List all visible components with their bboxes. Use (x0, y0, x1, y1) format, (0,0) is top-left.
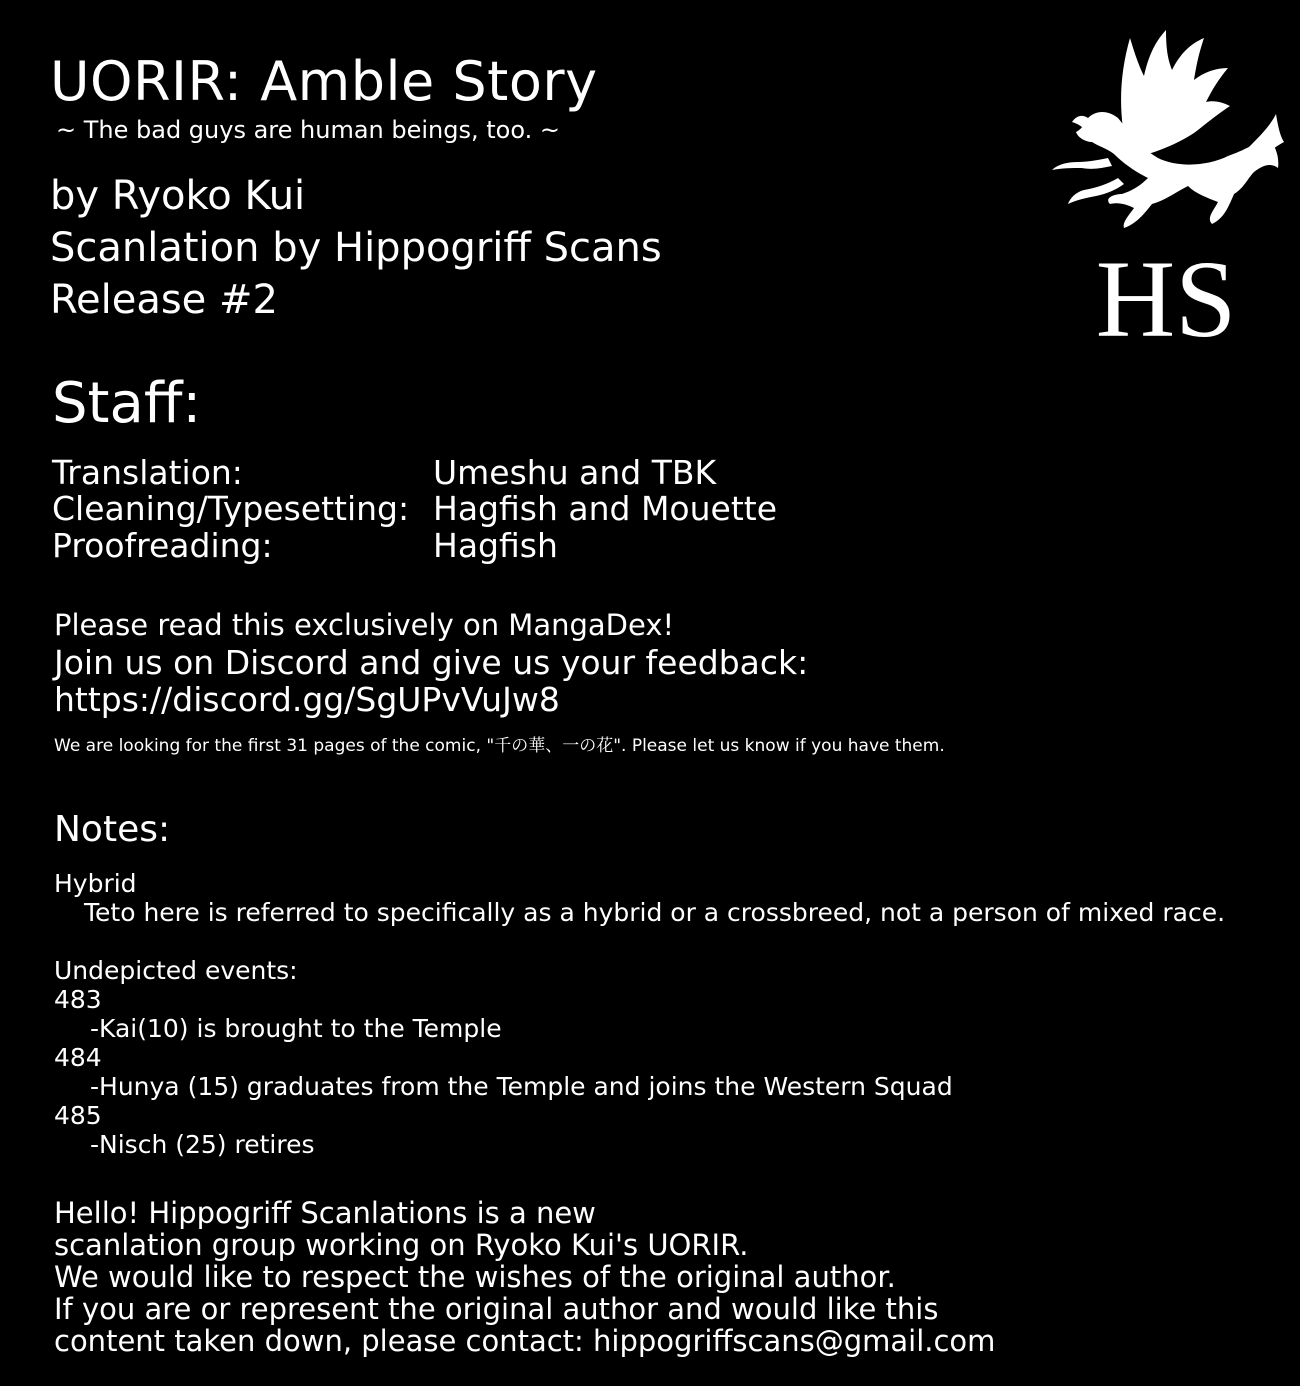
logo-text: HS (1095, 238, 1237, 348)
staff-role: Cleaning/Typesetting: (52, 489, 410, 528)
contact-line: content taken down, please contact: hippogriffscans@gmail.com (54, 1324, 996, 1358)
event-text: -Hunya (15) graduates from the Temple and joins the Western Squad (90, 1072, 953, 1101)
hs-logo (1048, 18, 1284, 348)
staff-name: Hagfish (433, 526, 558, 565)
scanlation-line: Scanlation by Hippogriff Scans (50, 225, 662, 271)
hello-line: We would like to respect the wishes of the original author. (54, 1260, 896, 1294)
note-hybrid-title: Hybrid (54, 869, 137, 898)
hello-line: If you are or represent the original author and would like this (54, 1292, 939, 1326)
event-text: -Kai(10) is brought to the Temple (90, 1014, 502, 1043)
note-hybrid-text: Teto here is referred to specifically as a hybrid or a crossbreed, not a person of mixed race. (84, 898, 1226, 927)
read-notice: Please read this exclusively on MangaDex! (54, 608, 675, 642)
release-line: Release #2 (50, 277, 278, 323)
undepicted-events-title: Undepicted events: (54, 956, 298, 985)
staff-role: Translation: (52, 453, 243, 492)
event-year: 483 (54, 985, 102, 1014)
staff-name: Hagfish and Mouette (433, 489, 778, 528)
hippogriff-icon (1048, 18, 1284, 348)
looking-for-pages-notice: We are looking for the first 31 pages of the comic, "千の華、一の花". Please let us know if you have them. (54, 736, 945, 756)
page-title: UORIR: Amble Story (50, 50, 598, 113)
event-year: 485 (54, 1101, 102, 1130)
page-subtitle: ~ The bad guys are human beings, too. ~ (56, 116, 560, 144)
notes-heading: Notes: (54, 809, 171, 850)
author-line: by Ryoko Kui (50, 173, 306, 219)
hello-line: Hello! Hippogriff Scanlations is a new (54, 1196, 596, 1230)
hello-line: scanlation group working on Ryoko Kui's UORIR. (54, 1228, 749, 1262)
event-year: 484 (54, 1043, 102, 1072)
discord-link[interactable]: https://discord.gg/SgUPvVuJw8 (54, 680, 560, 719)
event-text: -Nisch (25) retires (90, 1130, 315, 1159)
staff-heading: Staff: (52, 371, 202, 436)
staff-name: Umeshu and TBK (433, 453, 717, 492)
discord-invite-text: Join us on Discord and give us your feedback: (54, 643, 809, 682)
staff-role: Proofreading: (52, 526, 273, 565)
